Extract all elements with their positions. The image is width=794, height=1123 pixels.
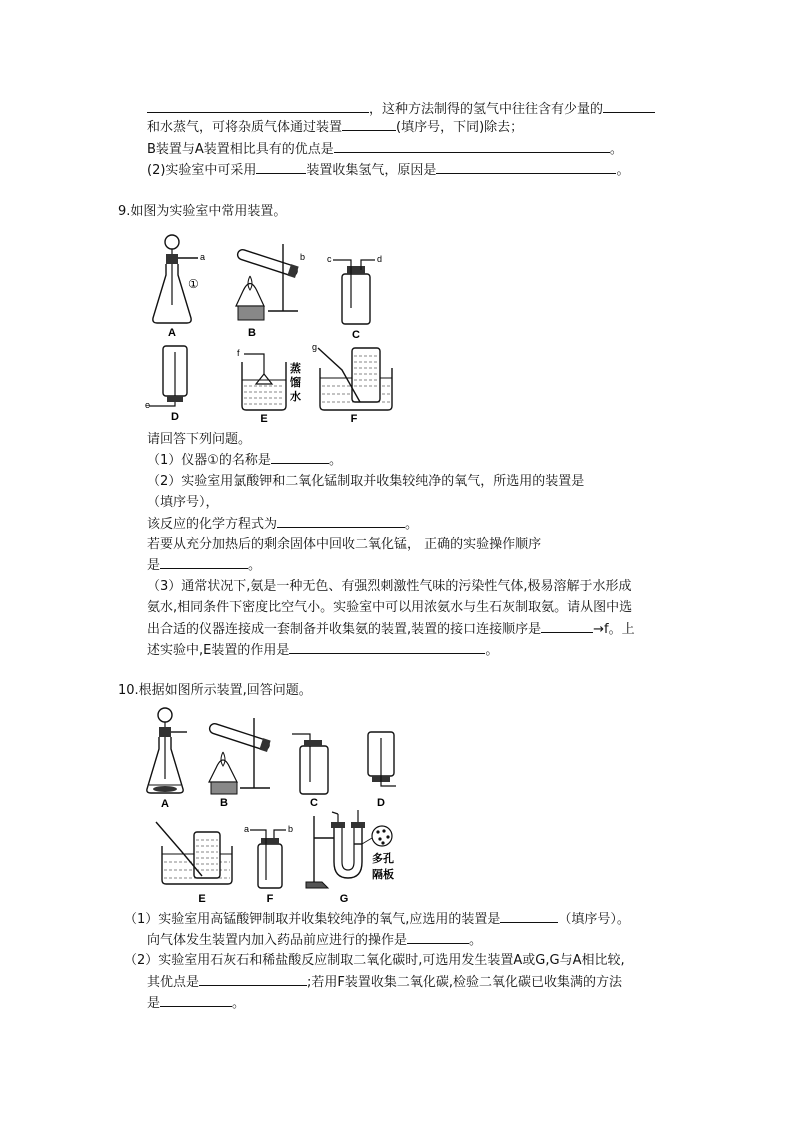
q9-figure-B bbox=[228, 236, 313, 341]
label-d: d bbox=[377, 254, 383, 264]
text: （1）仪器①的名称是 bbox=[147, 453, 271, 468]
text: 是 bbox=[147, 558, 161, 573]
q10-figure-G bbox=[304, 810, 414, 904]
label-f: f bbox=[237, 348, 240, 358]
q10-figure-A bbox=[145, 705, 195, 810]
answer-blank[interactable] bbox=[160, 556, 248, 569]
q9-part2-line1: （2）实验室用氯酸钾和二氧化锰制取并收集较纯净的氧气，所选用的装置是 bbox=[147, 474, 585, 489]
label-c: c bbox=[327, 254, 332, 264]
label-e: e bbox=[145, 400, 151, 410]
inverted-bottle-D-diagram bbox=[143, 342, 198, 424]
answer-blank[interactable] bbox=[289, 641, 485, 654]
fig-label-B: B bbox=[248, 327, 256, 339]
text: ，这种方法制得的氢气中往往含有少量的 bbox=[369, 102, 604, 117]
fig-label-F: F bbox=[350, 413, 358, 424]
text: 。 bbox=[616, 163, 630, 178]
q9-part2-line3 bbox=[147, 515, 418, 534]
text: 述实验中,E装置的作用是 bbox=[147, 643, 290, 658]
porous-label-2: 隔板 bbox=[372, 868, 394, 881]
answer-blank[interactable] bbox=[603, 100, 655, 113]
q10-part1-line2 bbox=[147, 931, 482, 950]
answer-blank[interactable] bbox=[147, 100, 369, 113]
text: 是 bbox=[147, 996, 161, 1011]
q9-part3-line3 bbox=[147, 620, 635, 639]
label-g: g bbox=[312, 342, 318, 352]
water-label-2: 馏 bbox=[290, 377, 301, 389]
flask-apparatus-A-diagram bbox=[145, 705, 195, 810]
q9-prompt: 请回答下列问题。 bbox=[147, 432, 252, 447]
q9-figure-A bbox=[148, 230, 218, 340]
fig-label-G: G bbox=[339, 893, 349, 904]
water-label-1: 蒸 bbox=[290, 363, 301, 375]
label-a: a bbox=[200, 252, 206, 262]
text: 出合适的仪器连接成一套制备并收集氨的装置,装置的接口连接顺序是 bbox=[147, 622, 542, 637]
q9-part3-line2: 氨水,相同条件下密度比空气小。实验室中可以用浓氨水与生石灰制取氨。请从图中选 bbox=[147, 600, 633, 615]
q10-figure-C bbox=[290, 728, 340, 808]
q9-part2-line5 bbox=[147, 556, 261, 575]
q9-figure-F bbox=[312, 340, 402, 424]
water-trough-F-diagram bbox=[312, 340, 402, 424]
gas-bottle-F-diagram bbox=[242, 820, 298, 904]
flask-apparatus-A-diagram bbox=[148, 230, 218, 340]
fig-label-D: D bbox=[171, 411, 179, 423]
q9-figure-D bbox=[143, 342, 198, 424]
answer-blank[interactable] bbox=[500, 910, 558, 923]
text: 。 bbox=[232, 996, 246, 1011]
q10-part2-line2 bbox=[147, 973, 622, 992]
text: 和水蒸气，可将杂质气体通过装置 bbox=[147, 120, 343, 135]
q10-part1 bbox=[124, 910, 630, 929]
answer-blank[interactable] bbox=[342, 118, 396, 131]
q10-figure-B bbox=[202, 716, 282, 808]
text: 。 bbox=[248, 558, 262, 573]
top-line-4 bbox=[147, 161, 629, 180]
label-b: b bbox=[300, 252, 306, 262]
gas-bottle-C-diagram bbox=[325, 250, 385, 342]
text: 。 bbox=[609, 142, 623, 157]
text: 向气体发生装置内加入药品前应进行的操作是 bbox=[147, 933, 408, 948]
question-10-title: 10.根据如图所示装置,回答问题。 bbox=[118, 683, 312, 698]
text: →f。上 bbox=[593, 622, 635, 637]
gas-bottle-C-diagram bbox=[290, 728, 340, 808]
text: 。 bbox=[469, 933, 483, 948]
u-tube-apparatus-G-diagram bbox=[304, 810, 414, 904]
text: 。 bbox=[328, 453, 342, 468]
answer-blank[interactable] bbox=[160, 994, 232, 1007]
text: （填序号）。 bbox=[558, 912, 630, 927]
q9-figure-C bbox=[325, 250, 385, 342]
text: (填序号，下同)除去； bbox=[396, 120, 524, 135]
text: 。 bbox=[405, 517, 419, 532]
fig-label-D: D bbox=[377, 797, 385, 808]
q9-part1 bbox=[147, 451, 342, 470]
fig-label-C: C bbox=[310, 797, 318, 808]
q9-figure-E bbox=[234, 348, 314, 424]
q10-figure-D bbox=[356, 728, 406, 808]
q10-figure-F bbox=[242, 820, 298, 904]
text: B装置与A装置相比具有的优点是 bbox=[147, 142, 334, 157]
q9-part2-line2: （填序号）， bbox=[147, 495, 219, 510]
fig-label-B: B bbox=[220, 797, 228, 808]
question-9-title: 9.如图为实验室中常用装置。 bbox=[118, 204, 287, 219]
text: 该反应的化学方程式为 bbox=[147, 517, 278, 532]
answer-blank[interactable] bbox=[256, 161, 306, 174]
fig-label-E: E bbox=[260, 413, 268, 424]
q10-part2-line1: （2）实验室用石灰石和稀盐酸反应制取二氧化碳时,可选用发生装置A或G,G与A相比较, bbox=[124, 953, 625, 968]
heating-apparatus-B-diagram bbox=[202, 716, 282, 808]
fig-label-F: F bbox=[266, 893, 274, 904]
fig-label-C: C bbox=[352, 329, 360, 341]
top-line-2 bbox=[147, 118, 523, 137]
q9-part3-line4 bbox=[147, 641, 498, 660]
fig-label-E: E bbox=[198, 893, 206, 904]
absorption-beaker-E-diagram bbox=[234, 348, 314, 424]
answer-blank[interactable] bbox=[334, 140, 610, 153]
label-circle-1: ① bbox=[188, 277, 199, 291]
answer-blank[interactable] bbox=[407, 931, 469, 944]
heating-apparatus-B-diagram bbox=[228, 236, 313, 341]
q10-part2-line3 bbox=[147, 994, 245, 1013]
q9-part3-line1: （3）通常状况下,氨是一种无色、有强烈刺激性气味的污染性气体,极易溶解于水形成 bbox=[147, 579, 632, 594]
label-a: a bbox=[244, 824, 250, 834]
answer-blank[interactable] bbox=[199, 973, 307, 986]
text: 其优点是 bbox=[147, 975, 200, 990]
text: (2)实验室中可采用 bbox=[147, 163, 257, 178]
answer-blank[interactable] bbox=[271, 451, 329, 464]
inverted-bottle-D-diagram bbox=[356, 728, 406, 808]
answer-blank[interactable] bbox=[277, 515, 405, 528]
porous-label-1: 多孔 bbox=[372, 852, 394, 865]
answer-blank[interactable] bbox=[541, 620, 593, 633]
text: 。 bbox=[485, 643, 499, 658]
fig-label-A: A bbox=[161, 798, 169, 810]
q9-part2-line4: 若要从充分加热后的剩余固体中回收二氧化锰， 正确的实验操作顺序 bbox=[147, 537, 542, 552]
top-line-1 bbox=[147, 100, 655, 119]
q10-figure-E bbox=[152, 818, 242, 904]
fig-label-A: A bbox=[168, 327, 176, 339]
text: 装置收集氢气，原因是 bbox=[306, 163, 437, 178]
water-trough-E-diagram bbox=[152, 818, 242, 904]
answer-blank[interactable] bbox=[436, 161, 616, 174]
label-b: b bbox=[288, 824, 294, 834]
water-label-3: 水 bbox=[290, 391, 301, 403]
text: （1）实验室用高锰酸钾制取并收集较纯净的氧气,应选用的装置是 bbox=[124, 912, 501, 927]
top-line-3 bbox=[147, 140, 623, 159]
text: ;若用F装置收集二氧化碳,检验二氧化碳已收集满的方法 bbox=[307, 975, 623, 990]
